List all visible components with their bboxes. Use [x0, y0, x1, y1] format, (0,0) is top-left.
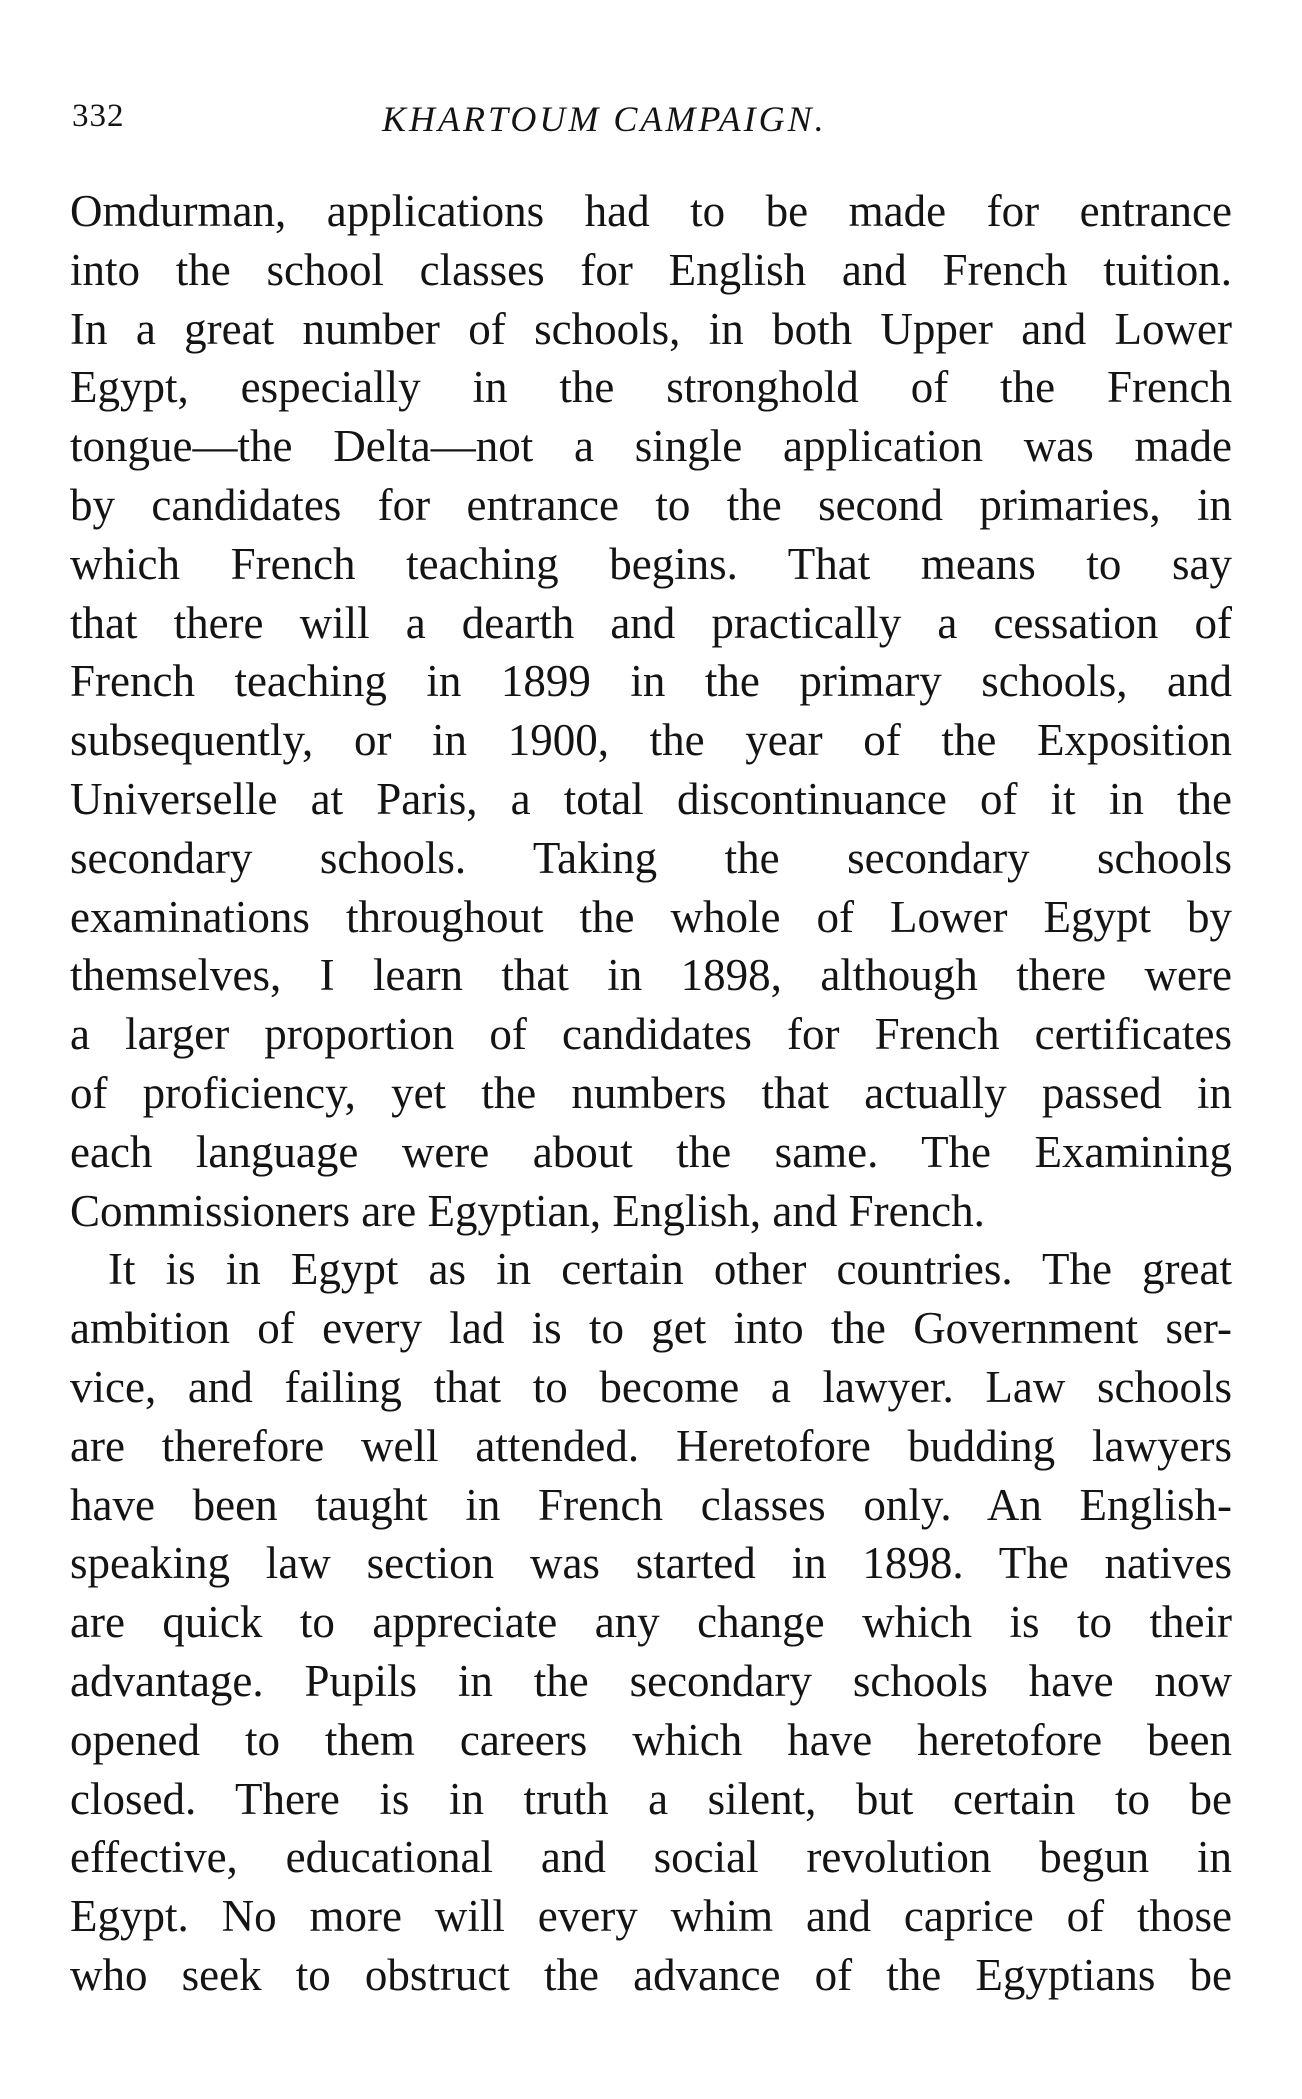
text-line: have been taught in French classes only. An English- [70, 1479, 1232, 1530]
text-line: closed. There is in truth a silent, but certain to be [70, 1773, 1232, 1824]
text-line: opened to them careers which have heretofore been [70, 1714, 1232, 1765]
text-line: of proficiency, yet the numbers that actually passed in [70, 1067, 1232, 1118]
text-line: Omdurman, applications had to be made for entrance [70, 186, 1232, 236]
text-line: into the school classes for English and French tuition. [70, 244, 1232, 295]
text-line: by candidates for entrance to the second primaries, in [70, 479, 1232, 530]
text-line: subsequently, or in 1900, the year of the Exposition [70, 715, 1232, 766]
text-line: secondary schools. Taking the secondary schools [70, 832, 1232, 883]
text-line: French teaching in 1899 in the primary schools, and [70, 656, 1232, 707]
text-line: themselves, I learn that in 1898, although there were [70, 950, 1232, 1001]
text-line: vice, and failing that to become a lawyer. Law schools [70, 1361, 1232, 1412]
text-line: effective, educational and social revolution begun in [70, 1832, 1232, 1883]
text-line: a larger proportion of candidates for French certificates [70, 1009, 1232, 1060]
text-line: are quick to appreciate any change which is to their [70, 1597, 1232, 1648]
text-line: tongue—the Delta—not a single application was made [70, 421, 1232, 472]
text-line: In a great number of schools, in both Upper and Lower [70, 303, 1232, 354]
text-line: which French teaching begins. That means to say [70, 538, 1232, 589]
text-line: are therefore well attended. Heretofore budding lawyers [70, 1420, 1232, 1471]
text-line: that there will a dearth and practically a cessation of [70, 597, 1232, 648]
text-line: Egypt. No more will every whim and caprice of those [70, 1891, 1232, 1942]
text-line: speaking law section was started in 1898. The natives [70, 1538, 1232, 1589]
paragraph-start-line: It is in Egypt as in certain other countries. The great [108, 1244, 1232, 1295]
text-line: each language were about the same. The Examining [70, 1126, 1232, 1177]
paragraph-end-line: Commissioners are Egyptian, English, and French. [70, 1185, 985, 1236]
running-title: KHARTOUM CAMPAIGN. [382, 99, 827, 139]
page-number: 332 [72, 98, 125, 134]
page-header [72, 98, 1232, 148]
text-line: Egypt, especially in the stronghold of the French [70, 362, 1232, 413]
text-line: ambition of every lad is to get into the Government ser- [70, 1303, 1232, 1354]
text-line: who seek to obstruct the advance of the Egyptians be [70, 1949, 1232, 2000]
body-text [70, 182, 1232, 2005]
text-line: Universelle at Paris, a total discontinuance of it in the [70, 773, 1232, 824]
text-line: advantage. Pupils in the secondary schools have now [70, 1655, 1232, 1706]
text-line: examinations throughout the whole of Lower Egypt by [70, 891, 1232, 942]
